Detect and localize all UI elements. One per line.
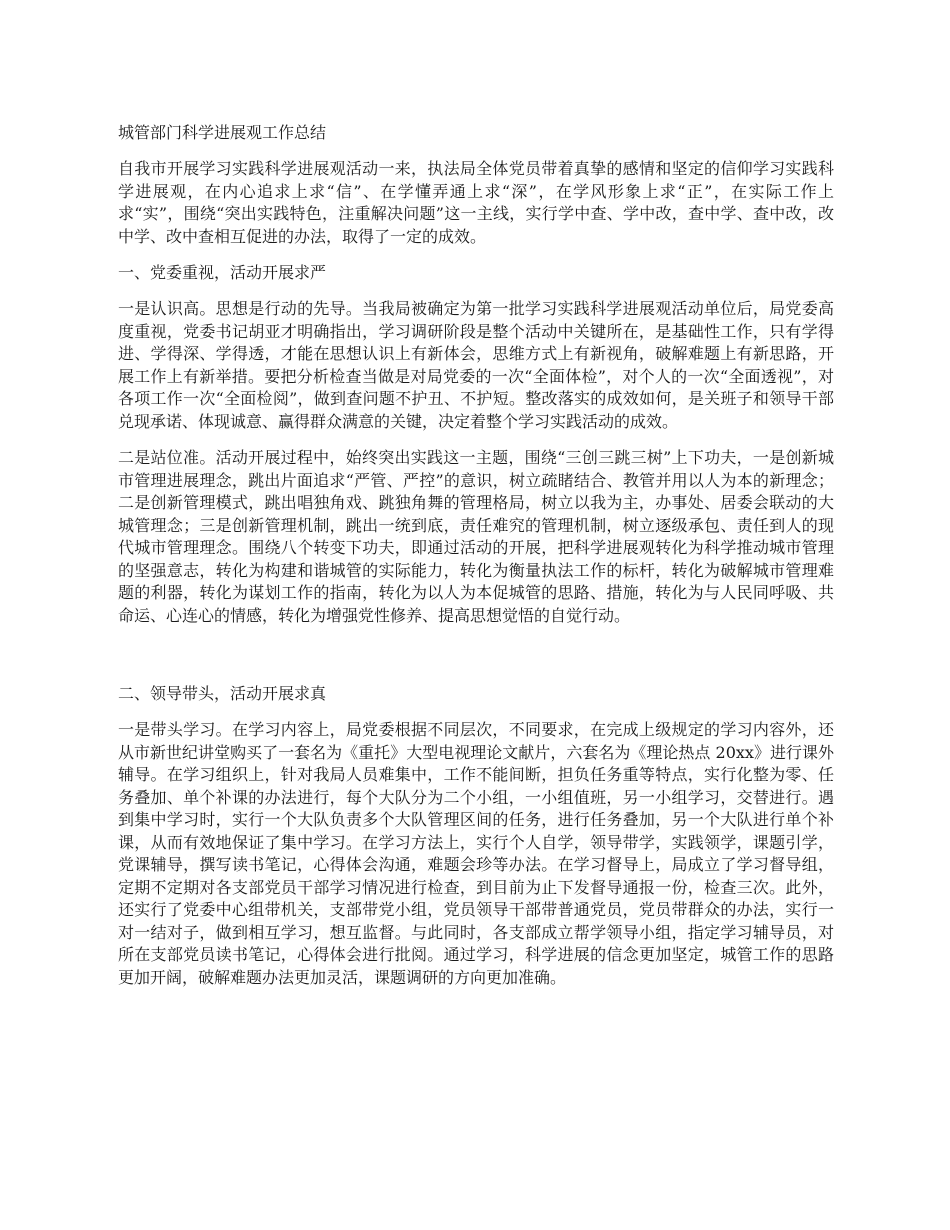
section2-paragraph-1: 一是带头学习。在学习内容上，局党委根据不同层次，不同要求，在完成上级规定的学习内容外，还从市新世纪讲堂购买了一套名为《重托》大型电视理论文献片，六套名为《理论热点 20xx》进行课外辅导。在学习组织上，针对我局人员难集中，工作不能间断，担负任务重等特点，实行化整为零、任务叠加、单个补课的办法进行，每个大队分为二个小组，一小组值班，另一小组学习，交替进行。遇到集中学习时，实行一个大队负责多个大队管理区间的任务，进行任务叠加，另一个大队进行单个补课，从而有效地保证了集中学习。在学习方法上，实行个人自学，领导带学，实践领学，课题引学，党课辅导，撰写读书笔记，心得体会沟通，难题会珍等办法。在学习督导上，局成立了学习督导组，定期不定期对各支部党员干部学习情况进行检查，到目前为止下发督导通报一份，检查三次。此外，还实行了党委中心组带机关，支部带党小组，党员领导干部带普通党员，党员带群众的办法，实行一对一结对子，做到相互学习，想互监督。与此同时，各支部成立帮学领导小组，指定学习辅导员，对所在支部党员读书笔记，心得体会进行批阅。通过学习，科学进展的信念更加坚定，城管工作的思路更加开阔，破解难题办法更加灵活，课题调研的方向更加准确。: [118, 720, 834, 987]
section1-paragraph-1: 一是认识高。思想是行动的先导。当我局被确定为第一批学习实践科学进展观活动单位后，局党委高度重视，党委书记胡亚才明确指出，学习调研阶段是整个活动中关键所在，是基础性工作，只有学得进、学得深、学得透，才能在思想认识上有新体会，思维方式上有新视角，破解难题上有新思路，开展工作上有新举措。要把分析检查当做是对局党委的一次“全面体检”，对个人的一次“全面透视”，对各项工作一次“全面检阅”，做到查问题不护丑、不护短。整改落实的成效如何，是关班子和领导干部兑现承诺、体现诚意、赢得群众满意的关键，决定着整个学习实践活动的成效。: [118, 299, 834, 431]
section1-paragraph-2: 二是站位准。活动开展过程中，始终突出实践这一主题，围绕“三创三跳三树”上下功夫，一是创新城市管理进展理念，跳出片面追求“严管、严控”的意识，树立疏睹结合、教管并用以人为本的新理念；二是创新管理模式，跳出唱独角戏、跳独角舞的管理格局，树立以我为主，办事处、居委会联动的大城管理念；三是创新管理机制，跳出一统到底，责任难究的管理机制，树立逐级承包、责任到人的现代城市管理理念。围绕八个转变下功夫，即通过活动的开展，把科学进展观转化为科学推动城市管理的坚强意志，转化为构建和谐城管的实际能力，转化为衡量执法工作的标杆，转化为破解城市管理难题的利器，转化为谋划工作的指南，转化为以人为本促城管的思路、措施，转化为与人民同呼吸、共命运、心连心的情感，转化为增强党性修养、提高思想觉悟的自觉行动。: [118, 448, 834, 625]
section-spacer: [118, 641, 834, 683]
intro-paragraph: 自我市开展学习实践科学进展观活动一来，执法局全体党员带着真挚的感情和坚定的信仰学习实践科学进展观，在内心追求上求“信”、在学懂弄通上求“深”，在学风形象上求“正”，在实际工作上求“实”，围绕“突出实践特色，注重解决问题”这一主线，实行学中查、学中改，查中学、查中改，改中学、改中查相互促进的办法，取得了一定的成效。: [118, 159, 834, 246]
document-title: 城管部门科学进展观工作总结: [118, 123, 327, 142]
document-body: [118, 122, 834, 1003]
section-heading-1: 一、党委重视，活动开展求严: [118, 263, 327, 282]
section-heading-2: 二、领导带头，活动开展求真: [118, 684, 327, 703]
